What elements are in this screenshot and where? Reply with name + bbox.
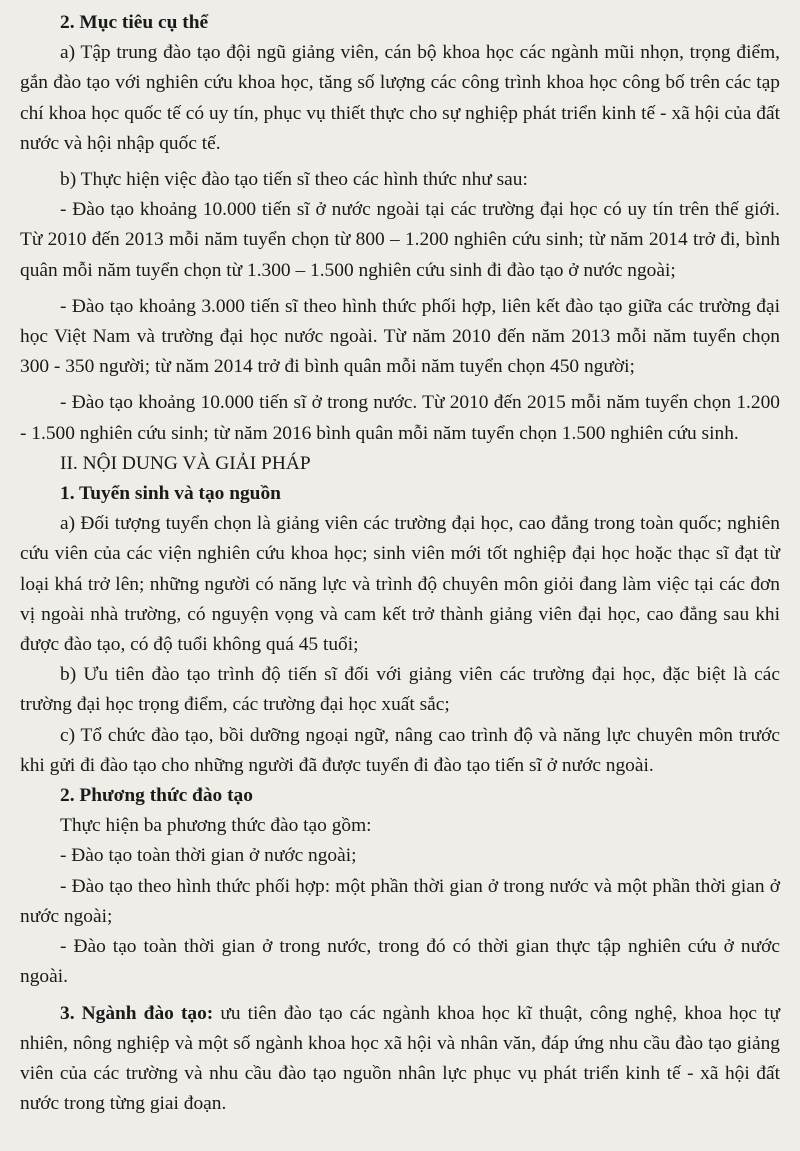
paragraph-goal-b3: - Đào tạo khoảng 10.000 tiến sĩ ở trong nước. Từ 2010 đến 2015 mỗi năm tuyển chọn 1.200 - 1.500 nghiên cứu sinh; từ năm 2016 bình quân mỗi năm tuyển chọn 1.500 nghiên cứu sinh. (20, 392, 780, 444)
section-heading-specific-goals: 2. Mục tiêu cụ thể (60, 12, 209, 33)
paragraph-methods-intro: Thực hiện ba phương thức đào tạo gồm: (60, 815, 372, 837)
paragraph-method-2: - Đào tạo theo hình thức phối hợp: một phần thời gian ở trong nước và một phần thời gian ở nước ngoài; (20, 875, 780, 927)
part-heading-content-solutions: II. NỘI DUNG VÀ GIẢI PHÁP (60, 452, 311, 474)
paragraph-goal-b-intro: b) Thực hiện việc đào tạo tiến sĩ theo các hình thức như sau: (60, 169, 528, 191)
paragraph-goal-b2: - Đào tạo khoảng 3.000 tiến sĩ theo hình thức phối hợp, liên kết đào tạo giữa các trường đại học Việt Nam và trường đại học nước ngoài. Từ năm 2010 đến năm 2013 mỗi năm tuyển chọn 300 - 350 người; từ năm 2014 trở đi bình quân mỗi năm tuyển chọn 450 người; (20, 295, 780, 378)
paragraph-goal-a: a) Tập trung đào tạo đội ngũ giảng viên, cán bộ khoa học các ngành mũi nhọn, trọng điểm, gắn đào tạo với nghiên cứu khoa học, tăng số lượng các công trình khoa học công bố trên các tạp chí khoa học quốc tế có uy tín, phục vụ thiết thực cho sự nghiệp phát triển kinh tế - xã hội của đất nước và hội nhập quốc tế. (20, 42, 780, 154)
training-fields-text: ưu tiên đào tạo các ngành khoa học kĩ thuật, công nghệ, khoa học tự nhiên, nông nghiệp và một số ngành khoa học xã hội và nhân văn, đáp ứng nhu cầu đào tạo giảng viên của các trường và nhu cầu đào tạo nguồn nhân lực phục vụ phát triển kinh tế - xã hội đất nước trong từng giai đoạn. (20, 1002, 780, 1115)
paragraph-method-3: - Đào tạo toàn thời gian ở trong nước, trong đó có thời gian thực tập nghiên cứu ở nước ngoài. (20, 936, 780, 988)
paragraph-recruitment-a: a) Đối tượng tuyển chọn là giảng viên các trường đại học, cao đẳng trong toàn quốc; nghiên cứu viên của các viện nghiên cứu khoa học; sinh viên mới tốt nghiệp đại học hoặc thạc sĩ đạt từ loại khá trở lên; những người có năng lực và trình độ chuyên môn giỏi đang làm việc tại các đơn vị ngoài nhà trường, có nguyện vọng và cam kết trở thành giảng viên đại học, cao đẳng sau khi được đào tạo, có độ tuổi không quá 45 tuổi; (20, 513, 780, 656)
section-heading-training-methods: 2. Phương thức đào tạo (60, 785, 253, 807)
paragraph-goal-b1: - Đào tạo khoảng 10.000 tiến sĩ ở nước ngoài tại các trường đại học có uy tín trên thế giới. Từ 2010 đến 2013 mỗi năm tuyển chọn từ 800 – 1.200 nghiên cứu sinh; từ năm 2014 trở đi, bình quân mỗi năm tuyển chọn từ 1.300 – 1.500 nghiên cứu sinh đi đào tạo ở nước ngoài; (20, 199, 780, 281)
paragraph-recruitment-c: c) Tổ chức đào tạo, bồi dưỡng ngoại ngữ, nâng cao trình độ và năng lực chuyên môn trước khi gửi đi đào tạo cho những người đã được tuyển đi đào tạo tiến sĩ ở nước ngoài. (20, 724, 780, 776)
section-heading-recruitment: 1. Tuyển sinh và tạo nguồn (60, 483, 281, 505)
paragraph-training-fields (20, 999, 780, 1120)
paragraph-method-1: - Đào tạo toàn thời gian ở nước ngoài; (60, 845, 357, 867)
paragraph-recruitment-b: b) Ưu tiên đào tạo trình độ tiến sĩ đối với giảng viên các trường đại học, đặc biệt là các trường đại học trọng điểm, các trường đại học xuất sắc; (20, 664, 780, 716)
training-fields-label: 3. Ngành đào tạo: (60, 1002, 214, 1024)
